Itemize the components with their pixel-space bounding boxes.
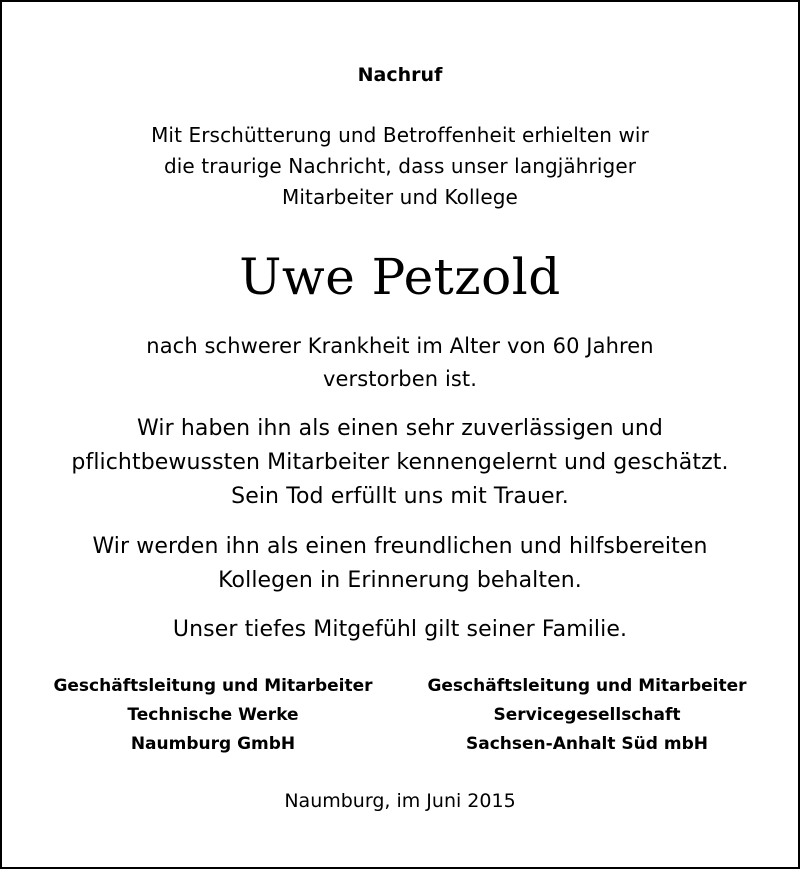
sympathy-paragraph	[2, 613, 798, 647]
intro-line: Mitarbeiter und Kollege	[282, 185, 518, 209]
notice-heading: Nachruf	[357, 64, 443, 86]
sympathy-line: Unser tiefes Mitgefühl gilt seiner Familie.	[172, 617, 628, 642]
reliable-line: pflichtbewussten Mitarbeiter kennengelernt und geschätzt.	[71, 450, 729, 475]
signer-line: Geschäftsleitung und Mitarbeiter	[53, 676, 373, 696]
place-date: Naumburg, im Juni 2015	[284, 790, 516, 812]
signer-servicegesellschaft	[402, 672, 772, 759]
reliable-line: Sein Tod erfüllt uns mit Trauer.	[231, 484, 569, 509]
memory-line: Kollegen in Erinnerung behalten.	[218, 568, 582, 593]
age-line: nach schwerer Krankheit im Alter von 60 Jahren	[146, 334, 654, 358]
signer-line: Sachsen-Anhalt Süd mbH	[466, 734, 708, 754]
memory-paragraph	[2, 530, 798, 598]
deceased-name: Uwe Petzold	[239, 248, 561, 306]
memory-line: Wir werden ihn als einen freundlichen und hilfsbereiten	[92, 534, 708, 559]
signer-line: Naumburg GmbH	[130, 734, 296, 754]
intro-line: Mit Erschütterung und Betroffenheit erhielten wir	[151, 123, 649, 147]
reliable-line: Wir haben ihn als einen sehr zuverlässigen und	[137, 416, 663, 441]
signer-technische-werke	[28, 672, 398, 759]
signer-line: Geschäftsleitung und Mitarbeiter	[427, 676, 747, 696]
age-paragraph	[2, 330, 798, 396]
intro-line: die traurige Nachricht, dass unser langjähriger	[163, 154, 637, 178]
signer-line: Servicegesellschaft	[493, 705, 681, 725]
reliable-paragraph	[2, 412, 798, 514]
age-line: verstorben ist.	[322, 367, 478, 391]
intro-paragraph	[2, 120, 798, 213]
signer-line: Technische Werke	[127, 705, 299, 725]
